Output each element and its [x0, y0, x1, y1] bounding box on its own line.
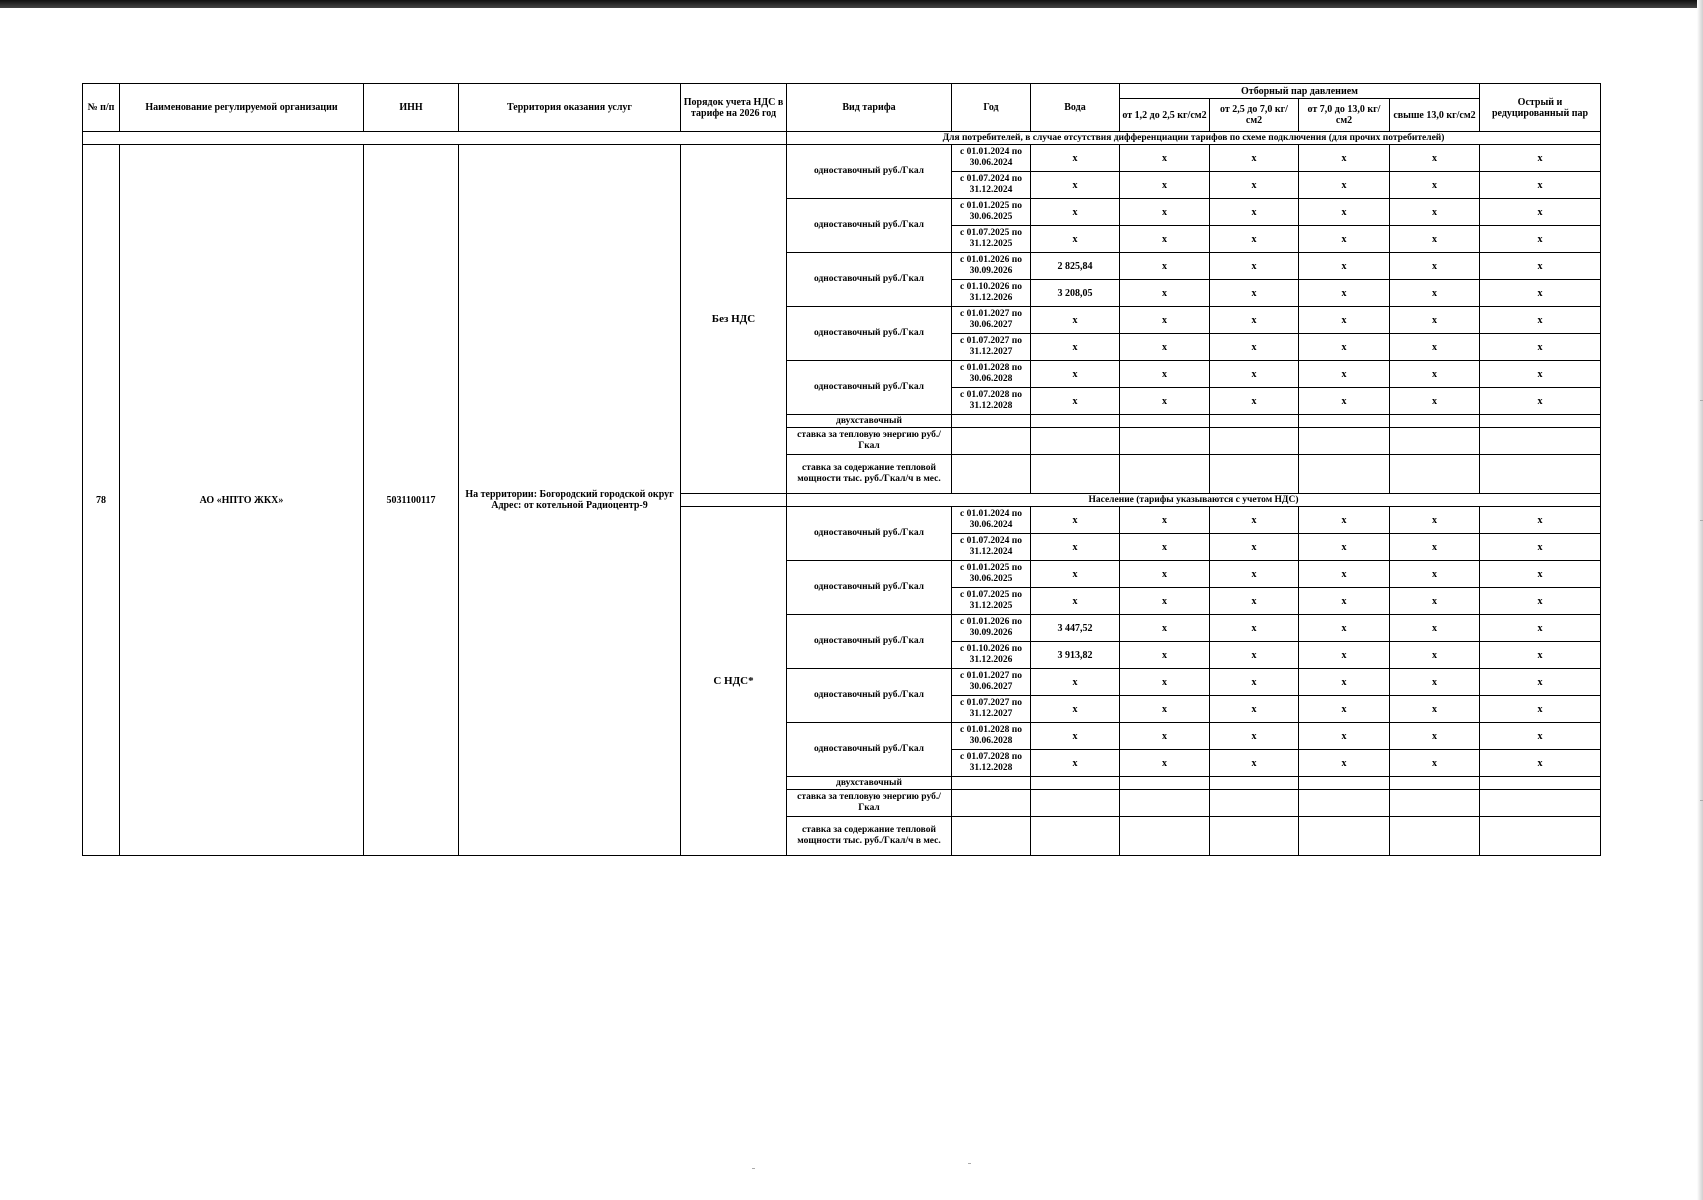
steam-4-value: х: [1390, 199, 1480, 226]
steam-1-value: х: [1120, 642, 1210, 669]
empty-cell: [1210, 455, 1299, 494]
sharp-steam-value: х: [1480, 172, 1601, 199]
water-value: х: [1031, 588, 1120, 615]
steam-2-value: х: [1210, 723, 1299, 750]
steam-4-value: х: [1390, 172, 1480, 199]
period-cell: с 01.07.2028 по 31.12.2028: [952, 750, 1031, 777]
steam-3-value: х: [1299, 280, 1390, 307]
empty-cell: [952, 777, 1031, 790]
scan-dot: [752, 1168, 755, 1169]
steam-3-value: х: [1299, 145, 1390, 172]
steam-4-value: х: [1390, 588, 1480, 615]
water-value: х: [1031, 199, 1120, 226]
steam-3-value: х: [1299, 307, 1390, 334]
water-value: х: [1031, 145, 1120, 172]
empty-cell: [1031, 415, 1120, 428]
water-value: х: [1031, 361, 1120, 388]
steam-2-value: х: [1210, 696, 1299, 723]
steam-4-value: х: [1390, 642, 1480, 669]
empty-cell: [1120, 790, 1210, 817]
period-cell: с 01.07.2024 по 31.12.2024: [952, 172, 1031, 199]
period-cell: с 01.01.2027 по 30.06.2027: [952, 669, 1031, 696]
steam-3-value: х: [1299, 507, 1390, 534]
steam-3-value: х: [1299, 199, 1390, 226]
tariff-type-capacity-rate: ставка за содержание тепловой мощности тыс. руб./Гкал/ч в мес.: [787, 455, 952, 494]
steam-2-value: х: [1210, 561, 1299, 588]
empty-cell: [1210, 428, 1299, 455]
steam-1-value: х: [1120, 534, 1210, 561]
empty-cell: [1299, 817, 1390, 856]
empty-cell: [1480, 790, 1601, 817]
steam-4-value: х: [1390, 507, 1480, 534]
empty-cell: [1120, 455, 1210, 494]
water-value: х: [1031, 172, 1120, 199]
steam-2-value: х: [1210, 750, 1299, 777]
steam-2-value: х: [1210, 388, 1299, 415]
steam-3-value: х: [1299, 172, 1390, 199]
steam-1-value: х: [1120, 307, 1210, 334]
steam-3-value: х: [1299, 226, 1390, 253]
steam-1-value: х: [1120, 253, 1210, 280]
empty-cell: [952, 790, 1031, 817]
water-value: 3 208,05: [1031, 280, 1120, 307]
tariff-type-capacity-rate: ставка за содержание тепловой мощности тыс. руб./Гкал/ч в мес.: [787, 817, 952, 856]
steam-1-value: х: [1120, 334, 1210, 361]
col-org-header: Наименование регулируемой организации: [120, 84, 364, 132]
section-population-label: Население (тарифы указываются с учетом НДС): [787, 494, 1601, 507]
water-value: 3 447,52: [1031, 615, 1120, 642]
empty-cell: [1031, 790, 1120, 817]
empty-cell: [1480, 777, 1601, 790]
sharp-steam-value: х: [1480, 226, 1601, 253]
steam-1-value: х: [1120, 723, 1210, 750]
period-cell: с 01.01.2024 по 30.06.2024: [952, 145, 1031, 172]
col-steam-2-header: от 2,5 до 7,0 кг/см2: [1210, 99, 1299, 132]
tariff-type-single-rate: одноставочный руб./Гкал: [787, 615, 952, 669]
steam-4-value: х: [1390, 226, 1480, 253]
empty-cell: [1031, 455, 1120, 494]
empty-cell: [1120, 777, 1210, 790]
tariff-type-single-rate: одноставочный руб./Гкал: [787, 507, 952, 561]
steam-2-value: х: [1210, 226, 1299, 253]
steam-3-value: х: [1299, 253, 1390, 280]
empty-cell: [1210, 777, 1299, 790]
period-cell: с 01.01.2025 по 30.06.2025: [952, 561, 1031, 588]
steam-2-value: х: [1210, 145, 1299, 172]
water-value: х: [1031, 534, 1120, 561]
water-value: х: [1031, 696, 1120, 723]
steam-2-value: х: [1210, 615, 1299, 642]
steam-1-value: х: [1120, 280, 1210, 307]
scan-right-edge: [1697, 0, 1703, 1200]
period-cell: с 01.07.2027 по 31.12.2027: [952, 696, 1031, 723]
org-territory: На территории: Богородский городской округ Адрес: от котельной Радиоцентр-9: [459, 145, 681, 856]
empty-cell: [952, 817, 1031, 856]
scan-dot: [968, 1163, 971, 1164]
period-cell: с 01.01.2028 по 30.06.2028: [952, 361, 1031, 388]
steam-4-value: х: [1390, 615, 1480, 642]
steam-3-value: х: [1299, 388, 1390, 415]
tariff-table: [82, 83, 1601, 856]
period-cell: с 01.10.2026 по 31.12.2026: [952, 280, 1031, 307]
steam-1-value: х: [1120, 669, 1210, 696]
steam-4-value: х: [1390, 334, 1480, 361]
steam-2-value: х: [1210, 507, 1299, 534]
water-value: 3 913,82: [1031, 642, 1120, 669]
section-row-other: [83, 132, 1601, 145]
empty-cell: [1480, 455, 1601, 494]
empty-cell: [1299, 455, 1390, 494]
empty-cell: [1299, 415, 1390, 428]
steam-4-value: х: [1390, 307, 1480, 334]
empty-cell: [1031, 777, 1120, 790]
steam-3-value: х: [1299, 588, 1390, 615]
col-sharp-header: Острый и редуцированный пар: [1480, 84, 1601, 132]
sharp-steam-value: х: [1480, 534, 1601, 561]
tariff-type-single-rate: одноставочный руб./Гкал: [787, 307, 952, 361]
steam-3-value: х: [1299, 750, 1390, 777]
empty-cell: [1299, 428, 1390, 455]
steam-1-value: х: [1120, 172, 1210, 199]
steam-3-value: х: [1299, 334, 1390, 361]
steam-2-value: х: [1210, 199, 1299, 226]
sharp-steam-value: х: [1480, 199, 1601, 226]
empty-cell: [1210, 415, 1299, 428]
steam-1-value: х: [1120, 145, 1210, 172]
period-cell: с 01.07.2028 по 31.12.2028: [952, 388, 1031, 415]
steam-2-value: х: [1210, 280, 1299, 307]
water-value: х: [1031, 388, 1120, 415]
empty-cell: [1390, 455, 1480, 494]
steam-2-value: х: [1210, 642, 1299, 669]
tariff-type-single-rate: одноставочный руб./Гкал: [787, 361, 952, 415]
steam-4-value: х: [1390, 696, 1480, 723]
empty-cell: [1299, 790, 1390, 817]
col-vat-header: Порядок учета НДС в тарифе на 2026 год: [681, 84, 787, 132]
sharp-steam-value: х: [1480, 307, 1601, 334]
period-cell: с 01.01.2024 по 30.06.2024: [952, 507, 1031, 534]
steam-3-value: х: [1299, 723, 1390, 750]
period-cell: с 01.07.2024 по 31.12.2024: [952, 534, 1031, 561]
period-cell: с 01.07.2025 по 31.12.2025: [952, 226, 1031, 253]
org-number: 78: [83, 145, 120, 856]
steam-3-value: х: [1299, 534, 1390, 561]
sharp-steam-value: х: [1480, 642, 1601, 669]
water-value: х: [1031, 334, 1120, 361]
steam-2-value: х: [1210, 669, 1299, 696]
empty-cell: [952, 415, 1031, 428]
steam-2-value: х: [1210, 534, 1299, 561]
sharp-steam-value: х: [1480, 723, 1601, 750]
period-cell: с 01.07.2027 по 31.12.2027: [952, 334, 1031, 361]
col-steam-header: Отборный пар давлением: [1120, 84, 1480, 99]
steam-2-value: х: [1210, 253, 1299, 280]
water-value: х: [1031, 561, 1120, 588]
sharp-steam-value: х: [1480, 253, 1601, 280]
empty-cell: [1120, 817, 1210, 856]
tariff-type-single-rate: одноставочный руб./Гкал: [787, 253, 952, 307]
steam-3-value: х: [1299, 561, 1390, 588]
steam-4-value: х: [1390, 361, 1480, 388]
tariff-type-heat-rate: ставка за тепловую энергию руб./Гкал: [787, 790, 952, 817]
steam-4-value: х: [1390, 561, 1480, 588]
period-cell: с 01.01.2027 по 30.06.2027: [952, 307, 1031, 334]
sharp-steam-value: х: [1480, 361, 1601, 388]
steam-3-value: х: [1299, 696, 1390, 723]
steam-1-value: х: [1120, 750, 1210, 777]
sharp-steam-value: х: [1480, 588, 1601, 615]
empty-cell: [1299, 777, 1390, 790]
empty-cell: [1031, 817, 1120, 856]
col-tariff-type-header: Вид тарифа: [787, 84, 952, 132]
col-water-header: Вода: [1031, 84, 1120, 132]
vat-order-cell: Без НДС: [681, 145, 787, 494]
period-cell: с 01.01.2026 по 30.09.2026: [952, 615, 1031, 642]
empty-cell: [952, 428, 1031, 455]
tariff-type-two-rate: двухставочный: [787, 415, 952, 428]
tariff-type-single-rate: одноставочный руб./Гкал: [787, 723, 952, 777]
vat-order-cell: С НДС*: [681, 507, 787, 856]
empty-cell: [1480, 415, 1601, 428]
water-value: х: [1031, 750, 1120, 777]
header-row: [83, 84, 1601, 99]
water-value: х: [1031, 507, 1120, 534]
scan-top-border: [0, 0, 1703, 8]
empty-cell: [1210, 817, 1299, 856]
col-steam-3-header: от 7,0 до 13,0 кг/см2: [1299, 99, 1390, 132]
empty-cell: [1480, 428, 1601, 455]
empty-cell: [1210, 790, 1299, 817]
section-spacer: [83, 132, 787, 145]
section-spacer: [681, 494, 787, 507]
sharp-steam-value: х: [1480, 334, 1601, 361]
period-cell: с 01.07.2025 по 31.12.2025: [952, 588, 1031, 615]
water-value: х: [1031, 723, 1120, 750]
water-value: 2 825,84: [1031, 253, 1120, 280]
steam-1-value: х: [1120, 588, 1210, 615]
steam-4-value: х: [1390, 280, 1480, 307]
tariff-type-heat-rate: ставка за тепловую энергию руб./Гкал: [787, 428, 952, 455]
steam-2-value: х: [1210, 588, 1299, 615]
period-cell: с 01.01.2025 по 30.06.2025: [952, 199, 1031, 226]
tariff-type-single-rate: одноставочный руб./Гкал: [787, 145, 952, 199]
water-value: х: [1031, 307, 1120, 334]
col-year-header: Год: [952, 84, 1031, 132]
steam-4-value: х: [1390, 669, 1480, 696]
steam-1-value: х: [1120, 561, 1210, 588]
steam-1-value: х: [1120, 361, 1210, 388]
sharp-steam-value: х: [1480, 669, 1601, 696]
sharp-steam-value: х: [1480, 696, 1601, 723]
empty-cell: [1390, 790, 1480, 817]
empty-cell: [1390, 415, 1480, 428]
steam-1-value: х: [1120, 507, 1210, 534]
empty-cell: [1031, 428, 1120, 455]
period-cell: с 01.10.2026 по 31.12.2026: [952, 642, 1031, 669]
empty-cell: [1480, 817, 1601, 856]
col-num-header: № п/п: [83, 84, 120, 132]
steam-4-value: х: [1390, 723, 1480, 750]
tariff-type-single-rate: одноставочный руб./Гкал: [787, 669, 952, 723]
col-inn-header: ИНН: [364, 84, 459, 132]
empty-cell: [1120, 428, 1210, 455]
tariff-type-single-rate: одноставочный руб./Гкал: [787, 199, 952, 253]
steam-2-value: х: [1210, 334, 1299, 361]
steam-2-value: х: [1210, 361, 1299, 388]
col-steam-4-header: свыше 13,0 кг/см2: [1390, 99, 1480, 132]
steam-3-value: х: [1299, 669, 1390, 696]
sharp-steam-value: х: [1480, 750, 1601, 777]
water-value: х: [1031, 226, 1120, 253]
empty-cell: [1390, 817, 1480, 856]
section-other-label: Для потребителей, в случае отсутствия дифференциации тарифов по схеме подключения (для прочих потребителей): [787, 132, 1601, 145]
sharp-steam-value: х: [1480, 561, 1601, 588]
col-territory-header: Территория оказания услуг: [459, 84, 681, 132]
sharp-steam-value: х: [1480, 507, 1601, 534]
steam-2-value: х: [1210, 307, 1299, 334]
steam-2-value: х: [1210, 172, 1299, 199]
sharp-steam-value: х: [1480, 388, 1601, 415]
steam-4-value: х: [1390, 750, 1480, 777]
sharp-steam-value: х: [1480, 615, 1601, 642]
steam-1-value: х: [1120, 615, 1210, 642]
steam-4-value: х: [1390, 388, 1480, 415]
steam-4-value: х: [1390, 253, 1480, 280]
org-inn: 5031100117: [364, 145, 459, 856]
empty-cell: [952, 455, 1031, 494]
empty-cell: [1390, 777, 1480, 790]
steam-1-value: х: [1120, 388, 1210, 415]
steam-4-value: х: [1390, 534, 1480, 561]
steam-3-value: х: [1299, 642, 1390, 669]
tariff-type-two-rate: двухставочный: [787, 777, 952, 790]
period-cell: с 01.01.2028 по 30.06.2028: [952, 723, 1031, 750]
water-value: х: [1031, 669, 1120, 696]
table-row: [83, 145, 1601, 172]
steam-3-value: х: [1299, 615, 1390, 642]
steam-4-value: х: [1390, 145, 1480, 172]
steam-3-value: х: [1299, 361, 1390, 388]
tariff-type-single-rate: одноставочный руб./Гкал: [787, 561, 952, 615]
col-steam-1-header: от 1,2 до 2,5 кг/см2: [1120, 99, 1210, 132]
empty-cell: [1390, 428, 1480, 455]
steam-1-value: х: [1120, 226, 1210, 253]
org-name: АО «НПТО ЖКХ»: [120, 145, 364, 856]
steam-1-value: х: [1120, 696, 1210, 723]
period-cell: с 01.01.2026 по 30.09.2026: [952, 253, 1031, 280]
empty-cell: [1120, 415, 1210, 428]
steam-1-value: х: [1120, 199, 1210, 226]
sharp-steam-value: х: [1480, 280, 1601, 307]
sharp-steam-value: х: [1480, 145, 1601, 172]
